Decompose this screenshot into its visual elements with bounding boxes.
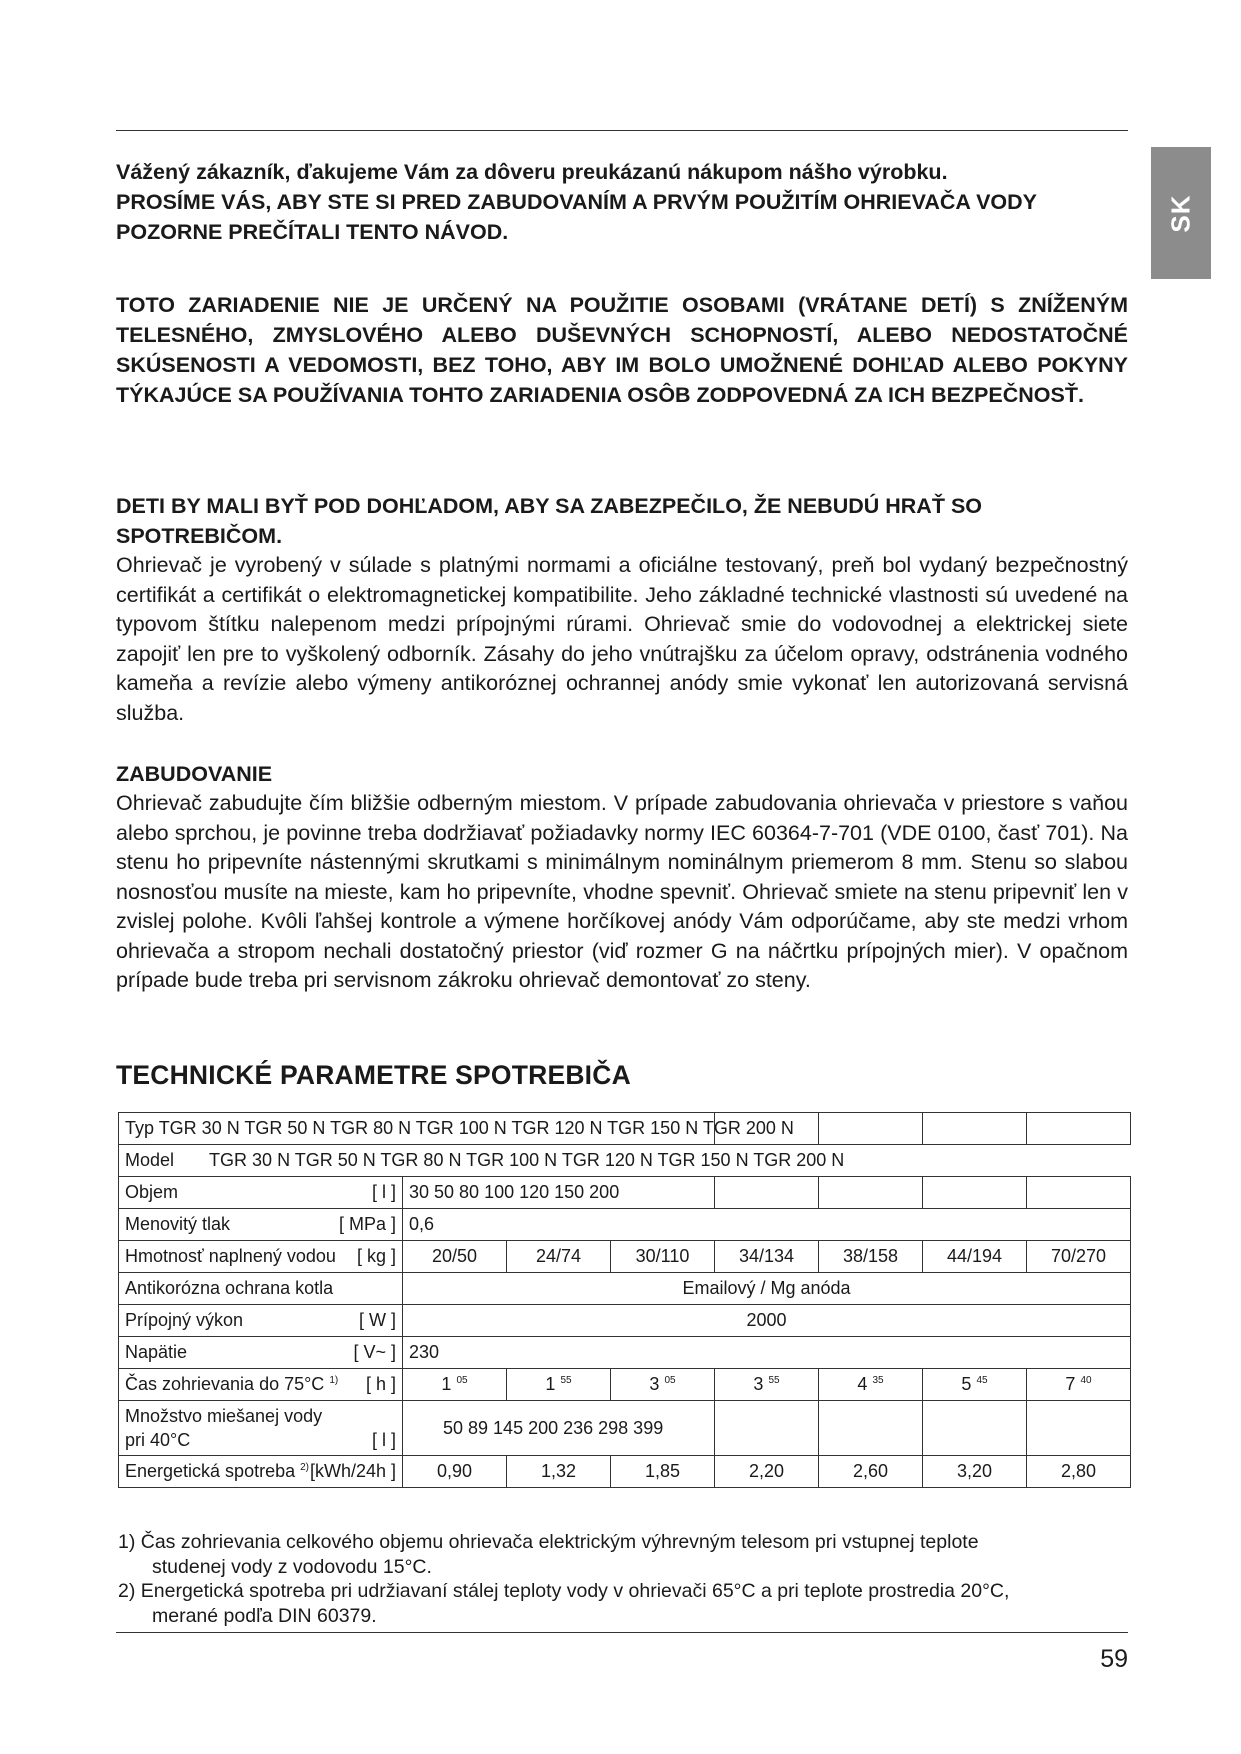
table-row bbox=[119, 1113, 1131, 1145]
table-row bbox=[119, 1369, 1131, 1401]
cas-unit: [ h ] bbox=[365, 1374, 396, 1394]
table-row bbox=[119, 1241, 1131, 1273]
cas-label: Čas zohrievania do 75°C bbox=[125, 1374, 325, 1394]
mnozstvo-label-1: Množstvo miešanej vody bbox=[125, 1406, 323, 1426]
table-row bbox=[119, 1145, 1131, 1177]
footnote-1: 1) Čas zohrievania celkového objemu ohrievača elektrickým výhrevným telesom pri vstupnej teplote bbox=[118, 1531, 979, 1553]
hmotnost-cell: 34/134 bbox=[715, 1241, 819, 1273]
tech-params-table bbox=[118, 1112, 1131, 1488]
hmotnost-cell: 44/194 bbox=[923, 1241, 1027, 1273]
spotreba-cell: 1,32 bbox=[507, 1456, 611, 1488]
objem-values: 30 50 80 100 120 150 200 bbox=[403, 1177, 715, 1209]
footnote-2-cont: merané podľa DIN 60379. bbox=[152, 1604, 377, 1627]
spotreba-cell: 2,80 bbox=[1027, 1456, 1131, 1488]
ochrana-label: Antikorózna ochrana kotla bbox=[119, 1273, 403, 1305]
table-row bbox=[119, 1401, 1131, 1456]
certification-paragraph: Ohrievač je vyrobený v súlade s platnými normami a oficiálne testovaný, preň bol vydaný bezpečnostný certifikát a certifikát o elektromagnetickej kompatibilite. Jeho základné technické vlastnosti sú uvedené na typovom štítku nalepenom medzi prípojnými rúrami. Ohrievač smie do vodovodnej a elektrickej siete zapojiť len pre to vyškolený odborník. Zásahy do jeho vnútrajšku za účelom opravy, odstránenia vodného kameňa a revízie alebo výmeny antikoróznej ochrannej anódy smie vykonať len autorizovaná servisná služba. bbox=[116, 553, 1128, 725]
spotreba-cell: 0,90 bbox=[403, 1456, 507, 1488]
hmotnost-cell: 20/50 bbox=[403, 1241, 507, 1273]
cas-cell: 5 $^{45}$ bbox=[923, 1369, 1027, 1401]
hmotnost-cell: 70/270 bbox=[1027, 1241, 1131, 1273]
cas-cell: 1 $^{05}$ bbox=[403, 1369, 507, 1401]
table-row bbox=[119, 1177, 1131, 1209]
hmotnost-cell: 38/158 bbox=[819, 1241, 923, 1273]
mnozstvo-values: 50 89 145 200 236 298 399 bbox=[403, 1401, 715, 1456]
footnotes bbox=[118, 1530, 1118, 1628]
cas-cell: 7 $^{40}$ bbox=[1027, 1369, 1131, 1401]
cas-cell: 3 $^{55}$ bbox=[715, 1369, 819, 1401]
napatie-label: Napätie bbox=[125, 1342, 188, 1362]
cas-cell: 1 $^{55}$ bbox=[507, 1369, 611, 1401]
typ-row-text: Typ TGR 30 N TGR 50 N TGR 80 N TGR 100 N TGR 120 N TGR 150 N TGR 200 N bbox=[119, 1113, 715, 1145]
tlak-value: 0,6 bbox=[403, 1209, 1131, 1241]
vykon-unit: [ W ] bbox=[359, 1310, 396, 1330]
intro bbox=[116, 157, 1128, 247]
language-tab-label: SK bbox=[1165, 193, 1196, 233]
napatie-unit: [ V~ ] bbox=[353, 1342, 396, 1362]
spotreba-footnote-ref: 2) bbox=[300, 1462, 310, 1473]
napatie-value: 230 bbox=[403, 1337, 1131, 1369]
spotreba-label: Energetická spotreba bbox=[125, 1461, 296, 1481]
page-number: 59 bbox=[1100, 1645, 1128, 1673]
cas-cell: 4 $^{35}$ bbox=[819, 1369, 923, 1401]
tech-params-title: TECHNICKÉ PARAMETRE SPOTREBIČA bbox=[116, 1060, 631, 1090]
cas-cell: 3 $^{05}$ bbox=[611, 1369, 715, 1401]
table-row bbox=[119, 1273, 1131, 1305]
footnote-2: 2) Energetická spotreba pri udržiavaní stálej teploty vody v ohrievači 65°C a pri teplote prostredia 20°C, bbox=[118, 1580, 1010, 1602]
warning-children: DETI BY MALI BYŤ POD DOHĽADOM, ABY SA ZABEZPEČILO, ŽE NEBUDÚ HRAŤ SO SPOTREBIČOM. bbox=[116, 494, 983, 548]
top-rule bbox=[116, 130, 1128, 131]
table-row bbox=[119, 1305, 1131, 1337]
spotreba-cell: 2,20 bbox=[715, 1456, 819, 1488]
objem-label: Objem bbox=[125, 1182, 179, 1202]
spotreba-cell: 1,85 bbox=[611, 1456, 715, 1488]
mnozstvo-label-2: pri 40°C bbox=[125, 1430, 191, 1450]
model-values: TGR 30 N TGR 50 N TGR 80 N TGR 100 N TGR 120 N TGR 150 N TGR 200 N bbox=[209, 1150, 845, 1170]
cas-footnote-ref: 1) bbox=[329, 1375, 339, 1386]
installation-paragraph: Ohrievač zabudujte čím bližšie odberným miestom. V prípade zabudovania ohrievača v priestore s vaňou alebo sprchou, je povinne treba dodržiavať požiadavky normy IEC 60364-7-701 (VDE 0100, časť 701). Na stenu ho pripevníte nástennými skrutkami s minimálnym nominálnym priemerom 8 mm. Stenu so slabou nosnosťou musíte na mieste, kam ho pripevníte, vhodne spevniť. Ohrievač smiete na stenu pripevniť len v zvislej polohe. Kvôli ľahšej kontrole a výmene horčíkovej anódy Vám odporúčame, aby ste medzi vrhom ohrievača a stropom nechali dostatočný priestor (viď rozmer G na náčrtku prípojných mier). V opačnom prípade bude treba pri servisnom zákroku ohrievač demontovať zo steny. bbox=[116, 791, 1128, 992]
footnote-1-cont: studenej vody z vodovodu 15°C. bbox=[152, 1555, 432, 1578]
ochrana-value: Emailový / Mg anóda bbox=[403, 1273, 1131, 1305]
installation-heading: ZABUDOVANIE bbox=[116, 762, 273, 786]
vykon-value: 2000 bbox=[403, 1305, 1131, 1337]
bottom-rule bbox=[116, 1632, 1128, 1633]
hmotnost-cell: 30/110 bbox=[611, 1241, 715, 1273]
vykon-label: Prípojný výkon bbox=[125, 1310, 244, 1330]
objem-unit: [ l ] bbox=[371, 1182, 396, 1202]
language-tab bbox=[1151, 147, 1211, 279]
tlak-unit: [ MPa ] bbox=[338, 1214, 396, 1234]
model-row bbox=[119, 1145, 1131, 1177]
table-row bbox=[119, 1337, 1131, 1369]
hmotnost-cell: 24/74 bbox=[507, 1241, 611, 1273]
intro-greeting: Vážený zákazník, ďakujeme Vám za dôveru preukázanú nákupom nášho výrobku. bbox=[116, 160, 948, 184]
mnozstvo-unit: [ l ] bbox=[371, 1430, 396, 1450]
spotreba-cell: 3,20 bbox=[923, 1456, 1027, 1488]
hmotnost-unit: [ kg ] bbox=[356, 1246, 396, 1266]
tlak-label: Menovitý tlak bbox=[125, 1214, 231, 1234]
table-row bbox=[119, 1209, 1131, 1241]
table-row bbox=[119, 1456, 1131, 1488]
spotreba-cell: 2,60 bbox=[819, 1456, 923, 1488]
warning-disabled-persons: TOTO ZARIADENIE NIE JE URČENÝ NA POUŽITIE OSOBAMI (VRÁTANE DETÍ) S ZNÍŽENÝM TELESNÉHO, ZMYSLOVÉHO ALEBO DUŠEVNÝCH SCHOPNOSTÍ, ALEBO NEDOSTATOČNÉ SKÚSENOSTI A VEDOMOSTI, BEZ TOHO, ABY IM BOLO UMOŽNENÉ DOHĽAD ALEBO POKYNY TÝKAJÚCE SA POUŽÍVANIA TOHTO ZARIADENIA OSÔB ZODPOVEDNÁ ZA ICH BEZPEČNOSŤ. bbox=[116, 293, 1128, 407]
model-label: Model bbox=[125, 1150, 175, 1170]
hmotnost-label: Hmotnosť naplnený vodou bbox=[125, 1246, 336, 1266]
intro-request: PROSÍME VÁS, ABY STE SI PRED ZABUDOVANÍM A PRVÝM POUŽITÍM OHRIEVAČA VODY POZORNE PREČÍTALI TENTO NÁVOD. bbox=[116, 190, 1037, 244]
spotreba-unit: [kWh/24h ] bbox=[309, 1461, 396, 1481]
installation-section bbox=[116, 759, 1128, 996]
